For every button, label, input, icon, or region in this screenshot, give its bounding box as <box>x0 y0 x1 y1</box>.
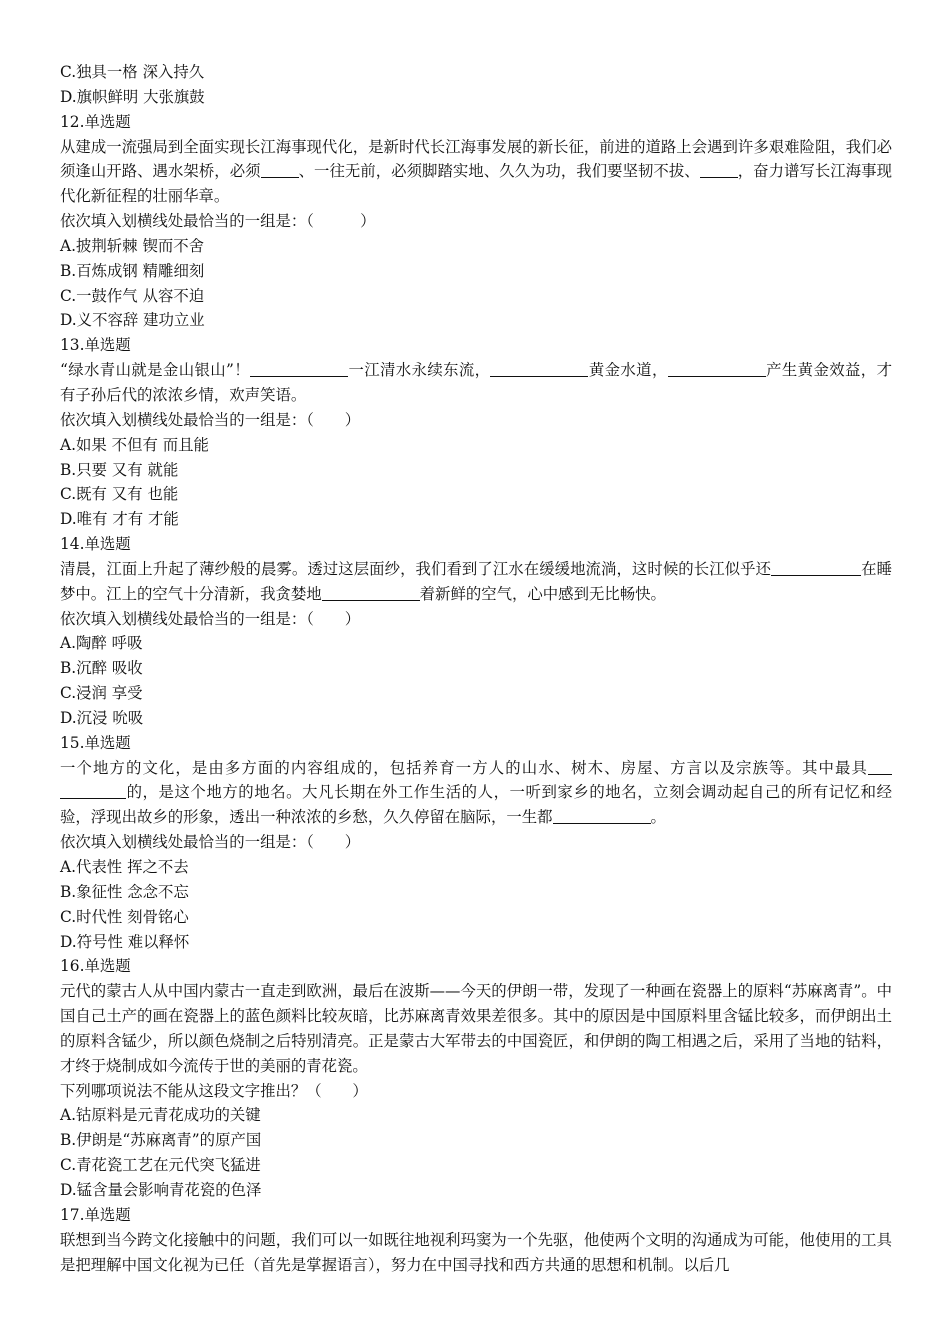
question-16-prompt: 下列哪项说法不能从这段文字推出？（ ） <box>60 1081 368 1100</box>
option-c[interactable]: C.既有 又有 也能 <box>60 485 179 504</box>
option-d[interactable]: D.锰含量会影响青花瓷的色泽 <box>60 1180 262 1199</box>
option-b[interactable]: B.沉醉 吸收 <box>60 659 143 678</box>
option-c[interactable]: C.青花瓷工艺在元代突飞猛进 <box>60 1156 261 1175</box>
answer-blank-continued <box>60 783 126 799</box>
option-a[interactable]: A.代表性 挥之不去 <box>60 858 189 876</box>
question-13-header: 13.单选题 <box>60 336 131 355</box>
question-14-prompt: 依次填入划横线处最恰当的一组是：（ ） <box>60 609 361 628</box>
question-15-prompt: 依次填入划横线处最恰当的一组是：（ ） <box>60 833 361 852</box>
answer-blank <box>668 361 766 377</box>
option-a[interactable]: A.陶醉 呼吸 <box>60 634 143 653</box>
option-b[interactable]: B.只要 又有 就能 <box>60 460 179 479</box>
document-page <box>60 60 892 1277</box>
option-b[interactable]: B.伊朗是“苏麻离青”的原产国 <box>60 1131 262 1150</box>
option-b[interactable]: B.百炼成钢 精雕细刻 <box>60 261 205 280</box>
option-c[interactable]: C.独具一格 深入持久 <box>60 63 205 81</box>
question-12-prompt: 依次填入划横线处最恰当的一组是：（ ） <box>60 212 376 231</box>
question-15-stem: 一个地方的文化，是由多方面的内容组成的，包括养育一方人的山水、树木、房屋、方言以及宗族等。其中最具的，是这个地方的地名。大凡长期在外工作生活的人，一听到家乡的地名，立刻会调动起自己的所有记忆和经验，浮现出故乡的形象，透出一种浓浓的乡愁，久久停留在脑际，一生都 。 <box>60 758 892 827</box>
question-14-stem: 清晨，江面上升起了薄纱般的晨雾。透过这层面纱，我们看到了江水在缓缓地流淌，这时候的长江似乎还 在睡梦中。江上的空气十分清新，我贪婪地 着新鲜的空气，心中感到无比畅快。 <box>60 559 892 603</box>
answer-blank <box>261 162 299 178</box>
answer-blank <box>868 758 892 774</box>
question-13-stem: “绿水青山就是金山银山”！ 一江清水永续东流， 黄金水道， 产生黄金效益，才有子孙后代的浓浓乡情，欢声笑语。 <box>60 361 892 404</box>
option-a[interactable]: A.钴原料是元青花成功的关键 <box>60 1106 261 1125</box>
question-13-prompt: 依次填入划横线处最恰当的一组是：（ ） <box>60 410 361 429</box>
question-17-stem: 联想到当今跨文化接触中的问题，我们可以一如既往地视利玛窦为一个先驱，他使两个文明的沟通成为可能，他使用的工具是把理解中国文化视为已任（首先是掌握语言），努力在中国寻找和西方共通的思想和机制。以后几 <box>60 1230 892 1274</box>
question-16-header: 16.单选题 <box>60 957 131 976</box>
option-c[interactable]: C.浸润 享受 <box>60 684 143 703</box>
answer-blank <box>250 361 348 377</box>
question-12-stem: 从建成一流强局到全面实现长江海事现代化，是新时代长江海事发展的新长征，前进的道路上会遇到许多艰难险阻，我们必须逢山开路、遇水架桥，必须 、一往无前，必须脚踏实地、久久为功，我们要坚韧不拔、 ，奋力谱写长江海事现代化新征程的壮丽华章。 <box>60 137 892 206</box>
question-16-stem: 元代的蒙古人从中国内蒙古一直走到欧洲，最后在波斯——今天的伊朗一带，发现了一种画在瓷器上的原料“苏麻离青”。中国自己土产的画在瓷器上的蓝色颜料比较灰暗，比苏麻离青效果差很多。其中的原因是中国原料里含锰比较多，而伊朗出土的原料含锰少，所以颜色烧制之后特别清亮。正是蒙古大军带去的中国瓷匠，和伊朗的陶工相遇之后，采用了当地的钴料，才终于烧制成如今流传于世的美丽的青花瓷。 <box>60 982 892 1075</box>
option-d[interactable]: D.唯有 才有 才能 <box>60 510 179 529</box>
answer-blank <box>771 559 837 575</box>
answer-blank <box>700 162 738 178</box>
option-a[interactable]: A.如果 不但有 而且能 <box>60 435 209 454</box>
question-14-header: 14.单选题 <box>60 535 131 554</box>
answer-blank <box>490 361 588 377</box>
option-a[interactable]: A.披荆斩棘 锲而不舍 <box>60 236 205 255</box>
question-17-header: 17.单选题 <box>60 1205 131 1224</box>
option-c[interactable]: C.时代性 刻骨铭心 <box>60 907 189 926</box>
option-b[interactable]: B.象征性 念念不忘 <box>60 882 189 901</box>
question-15-header: 15.单选题 <box>60 733 131 752</box>
answer-blank <box>322 584 420 600</box>
answer-blank-continued <box>837 559 861 575</box>
question-12-header: 12.单选题 <box>60 112 131 131</box>
option-d[interactable]: D.沉浸 吮吸 <box>60 708 144 727</box>
option-d[interactable]: D.旗帜鲜明 大张旗鼓 <box>60 87 205 106</box>
option-d[interactable]: D.义不容辞 建功立业 <box>60 311 205 330</box>
option-d[interactable]: D.符号性 难以释怀 <box>60 932 190 951</box>
answer-blank <box>553 808 651 824</box>
option-c[interactable]: C.一鼓作气 从容不迫 <box>60 286 205 305</box>
